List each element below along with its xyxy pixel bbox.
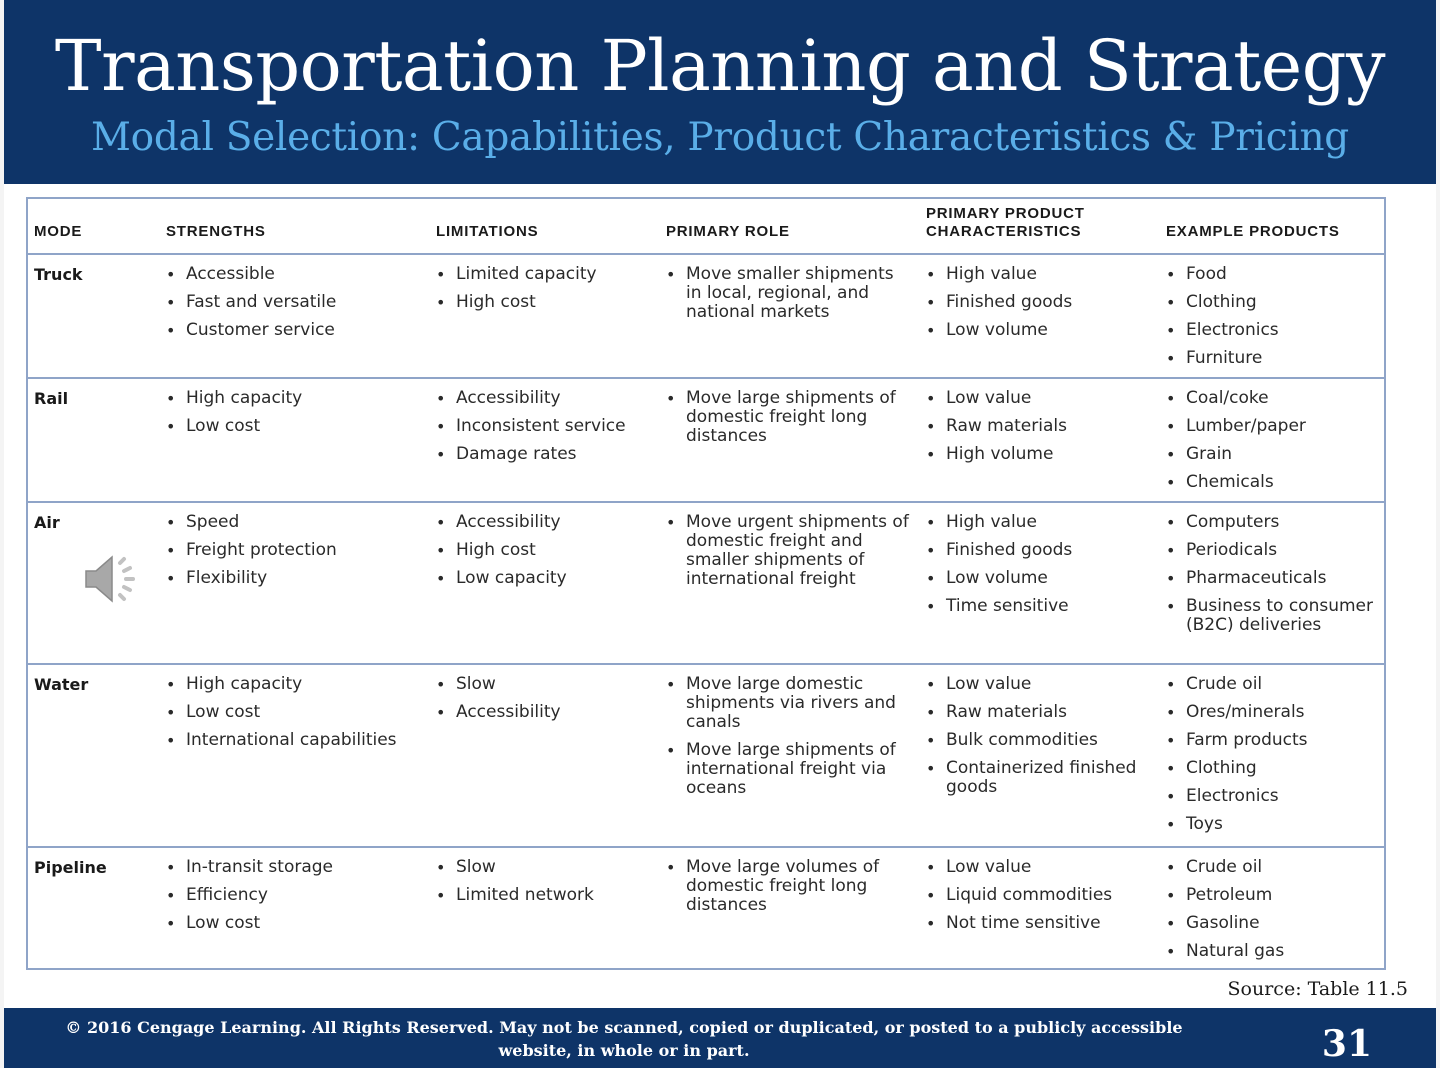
list-item: • Limited network xyxy=(434,886,654,905)
list-item: • High value xyxy=(924,513,1156,532)
table-source: Source: Table 11.5 xyxy=(1227,978,1408,1000)
list-item: • Clothing xyxy=(1164,759,1384,778)
modal-selection-table xyxy=(26,197,1386,970)
list-item: • Liquid commodities xyxy=(924,886,1156,905)
list-item: • Clothing xyxy=(1164,293,1384,312)
bullet-list xyxy=(434,255,654,312)
list-item: • Petroleum xyxy=(1164,886,1384,905)
list-item: • Pharmaceuticals xyxy=(1164,569,1384,588)
characteristics-cell xyxy=(924,255,1156,349)
list-item: • Move large shipments of domestic freight long distances xyxy=(664,389,914,446)
list-item: • High cost xyxy=(434,293,654,312)
list-item: • Customer service xyxy=(164,321,426,340)
list-item: • Slow xyxy=(434,858,654,877)
strengths-cell xyxy=(164,379,426,445)
table-row xyxy=(28,846,1384,968)
list-item: • High volume xyxy=(924,445,1156,464)
list-item: • Flexibility xyxy=(164,569,426,588)
list-item: • Not time sensitive xyxy=(924,914,1156,933)
characteristics-cell xyxy=(924,665,1156,806)
copyright-notice: © 2016 Cengage Learning. All Rights Reserved. May not be scanned, copied or duplicated, or posted to a publicly accessible website, in whole or in part. xyxy=(65,1018,1183,1060)
list-item: • High value xyxy=(924,265,1156,284)
page-number: 31 xyxy=(1321,1023,1372,1065)
mode-label: Truck xyxy=(34,265,83,284)
table-row xyxy=(28,663,1384,846)
slide-subtitle: Modal Selection: Capabilities, Product Characteristics & Pricing xyxy=(91,115,1349,160)
bullet-list xyxy=(1164,848,1384,961)
header-characteristics-line2: CHARACTERISTICS xyxy=(926,223,1082,240)
bullet-list xyxy=(924,503,1156,616)
list-item: • Bulk commodities xyxy=(924,731,1156,750)
list-item: • Crude oil xyxy=(1164,858,1384,877)
list-item: • Time sensitive xyxy=(924,597,1156,616)
list-item: • Grain xyxy=(1164,445,1384,464)
list-item: • Food xyxy=(1164,265,1384,284)
list-item: • Crude oil xyxy=(1164,675,1384,694)
header-mode: MODE xyxy=(34,223,83,240)
list-item: • Gasoline xyxy=(1164,914,1384,933)
example-products-cell xyxy=(1164,379,1384,501)
primary-role-cell xyxy=(664,665,914,807)
list-item: • Low value xyxy=(924,675,1156,694)
table-header-row xyxy=(28,199,1384,253)
list-item: • Inconsistent service xyxy=(434,417,654,436)
bullet-list xyxy=(164,379,426,436)
list-item: • Low value xyxy=(924,389,1156,408)
mode-cell xyxy=(34,379,154,409)
mode-cell xyxy=(34,665,154,695)
limitations-cell xyxy=(434,255,654,321)
list-item: • Accessibility xyxy=(434,703,654,722)
characteristics-cell xyxy=(924,503,1156,625)
list-item: • High capacity xyxy=(164,389,426,408)
list-item: • Move large volumes of domestic freight long distances xyxy=(664,858,914,915)
header-example-products: EXAMPLE PRODUCTS xyxy=(1166,223,1340,240)
example-products-cell xyxy=(1164,848,1384,970)
primary-role-cell xyxy=(664,379,914,455)
list-item: • Low cost xyxy=(164,914,426,933)
list-item: • Coal/coke xyxy=(1164,389,1384,408)
header-primary-role: PRIMARY ROLE xyxy=(666,223,790,240)
bullet-list xyxy=(924,255,1156,340)
bullet-list xyxy=(434,848,654,905)
list-item: • Low cost xyxy=(164,417,426,436)
strengths-cell xyxy=(164,848,426,942)
list-item: • Speed xyxy=(164,513,426,532)
list-item: • Electronics xyxy=(1164,787,1384,806)
strengths-cell xyxy=(164,665,426,759)
list-item: • Computers xyxy=(1164,513,1384,532)
example-products-cell xyxy=(1164,665,1384,843)
speaker-icon[interactable] xyxy=(82,549,146,609)
list-item: • Slow xyxy=(434,675,654,694)
list-item: • Low capacity xyxy=(434,569,654,588)
list-item: • Low volume xyxy=(924,569,1156,588)
bullet-list xyxy=(434,379,654,464)
header-limitations: LIMITATIONS xyxy=(436,223,539,240)
mode-cell xyxy=(34,255,154,285)
limitations-cell xyxy=(434,379,654,473)
characteristics-cell xyxy=(924,848,1156,942)
table-row xyxy=(28,377,1384,501)
example-products-cell xyxy=(1164,503,1384,644)
list-item: • Accessibility xyxy=(434,513,654,532)
bullet-list xyxy=(164,665,426,750)
list-item: • Lumber/paper xyxy=(1164,417,1384,436)
primary-role-cell xyxy=(664,255,914,331)
list-item: • International capabilities xyxy=(164,731,426,750)
table-row xyxy=(28,501,1384,663)
list-item: • High cost xyxy=(434,541,654,560)
list-item: • Efficiency xyxy=(164,886,426,905)
limitations-cell xyxy=(434,665,654,731)
characteristics-cell xyxy=(924,379,1156,473)
list-item: • Move urgent shipments of domestic freight and smaller shipments of international freight xyxy=(664,513,914,589)
bullet-list xyxy=(434,665,654,722)
list-item: • Business to consumer (B2C) deliveries xyxy=(1164,597,1384,635)
slide-footer xyxy=(4,1008,1436,1068)
list-item: • Move smaller shipments in local, regional, and national markets xyxy=(664,265,914,322)
mode-label: Water xyxy=(34,675,89,694)
bullet-list xyxy=(1164,379,1384,492)
list-item: • Containerized finished goods xyxy=(924,759,1156,797)
example-products-cell xyxy=(1164,255,1384,377)
list-item: • Low cost xyxy=(164,703,426,722)
list-item: • Ores/minerals xyxy=(1164,703,1384,722)
list-item: • Accessible xyxy=(164,265,426,284)
bullet-list xyxy=(924,848,1156,933)
list-item: • Natural gas xyxy=(1164,942,1384,961)
bullet-list xyxy=(924,379,1156,464)
mode-label: Pipeline xyxy=(34,858,107,877)
list-item: • Limited capacity xyxy=(434,265,654,284)
list-item: • Freight protection xyxy=(164,541,426,560)
strengths-cell xyxy=(164,255,426,349)
list-item: • Toys xyxy=(1164,815,1384,834)
table-row xyxy=(28,253,1384,377)
list-item: • Periodicals xyxy=(1164,541,1384,560)
mode-cell xyxy=(34,848,154,878)
bullet-list xyxy=(664,848,914,915)
list-item: • Move large shipments of international freight via oceans xyxy=(664,741,914,798)
list-item: • In-transit storage xyxy=(164,858,426,877)
list-item: • Move large domestic shipments via rivers and canals xyxy=(664,675,914,732)
bullet-list xyxy=(164,848,426,933)
list-item: • High capacity xyxy=(164,675,426,694)
bullet-list xyxy=(664,503,914,589)
mode-label: Rail xyxy=(34,389,69,408)
bullet-list xyxy=(664,665,914,798)
list-item: • Chemicals xyxy=(1164,473,1384,492)
primary-role-cell xyxy=(664,503,914,598)
bullet-list xyxy=(164,255,426,340)
list-item: • Furniture xyxy=(1164,349,1384,368)
list-item: • Fast and versatile xyxy=(164,293,426,312)
list-item: • Accessibility xyxy=(434,389,654,408)
list-item: • Finished goods xyxy=(924,541,1156,560)
bullet-list xyxy=(664,379,914,446)
primary-role-cell xyxy=(664,848,914,924)
header-characteristics-line1: PRIMARY PRODUCT xyxy=(926,205,1085,222)
list-item: • Electronics xyxy=(1164,321,1384,340)
bullet-list xyxy=(664,255,914,322)
limitations-cell xyxy=(434,503,654,597)
list-item: • Farm products xyxy=(1164,731,1384,750)
bullet-list xyxy=(924,665,1156,797)
list-item: • Raw materials xyxy=(924,417,1156,436)
list-item: • Low value xyxy=(924,858,1156,877)
bullet-list xyxy=(1164,665,1384,834)
slide-title: Transportation Planning and Strategy xyxy=(54,25,1386,107)
list-item: • Low volume xyxy=(924,321,1156,340)
limitations-cell xyxy=(434,848,654,914)
bullet-list xyxy=(434,503,654,588)
mode-label: Air xyxy=(34,513,60,532)
list-item: • Finished goods xyxy=(924,293,1156,312)
bullet-list xyxy=(1164,503,1384,635)
bullet-list xyxy=(164,503,426,588)
list-item: • Damage rates xyxy=(434,445,654,464)
list-item: • Raw materials xyxy=(924,703,1156,722)
header-strengths: STRENGTHS xyxy=(166,223,266,240)
bullet-list xyxy=(1164,255,1384,368)
header-primary-product-characteristics xyxy=(926,205,1085,241)
strengths-cell xyxy=(164,503,426,597)
mode-cell xyxy=(34,503,154,533)
slide-header xyxy=(4,0,1436,184)
